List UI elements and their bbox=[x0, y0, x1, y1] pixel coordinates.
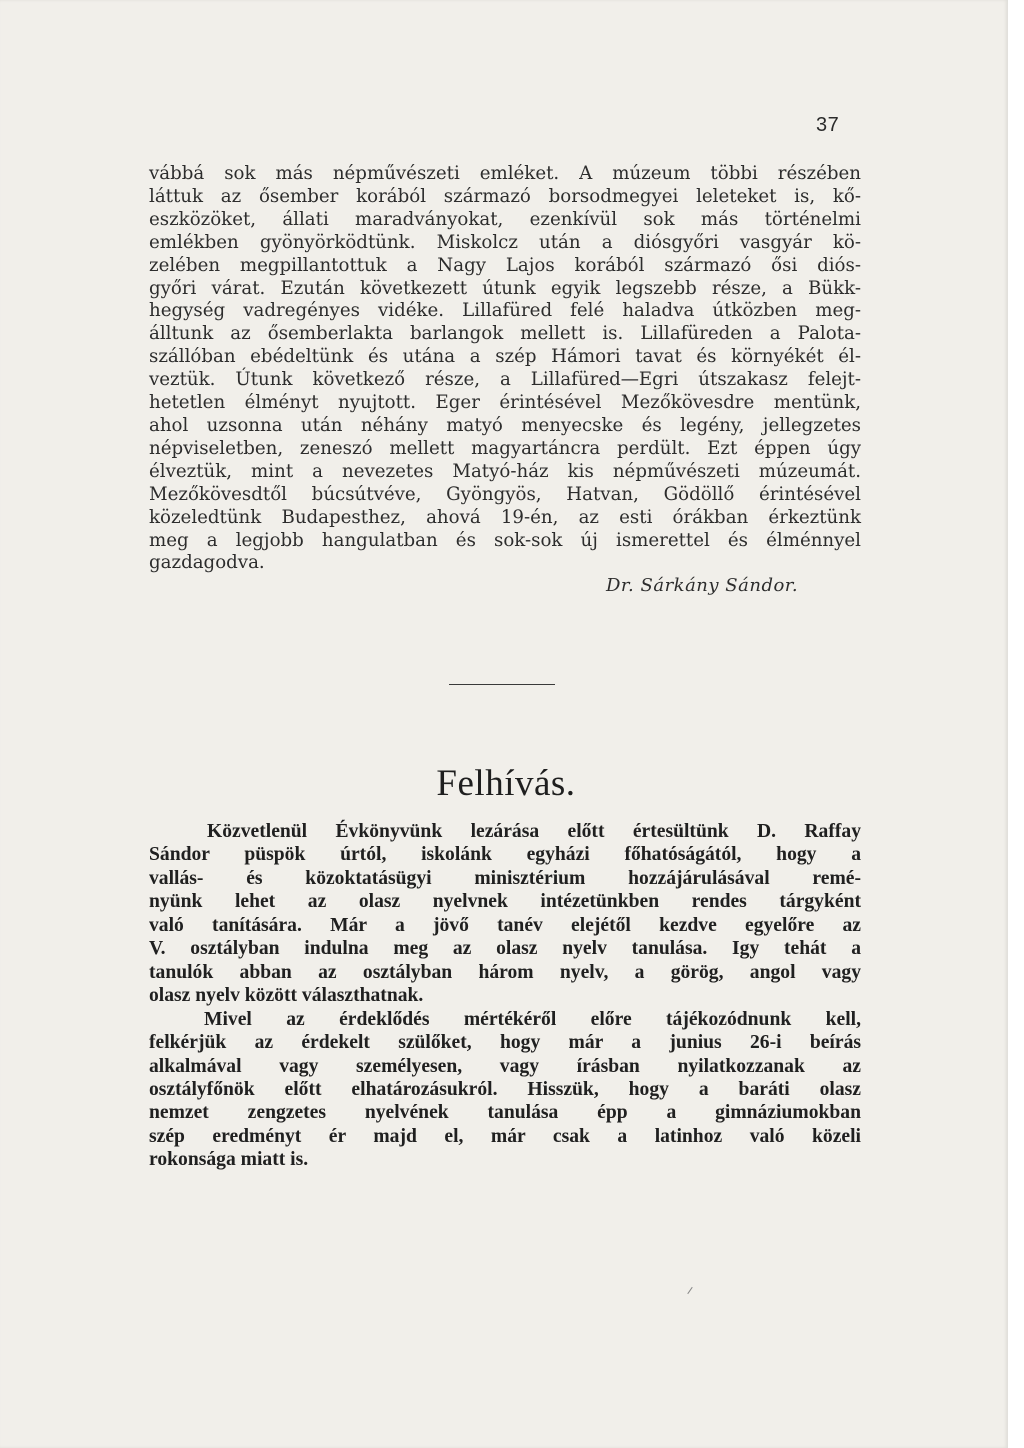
notice-line: nyünk lehet az olasz nyelvnek intézetünkben rendes tárgyként bbox=[149, 891, 861, 913]
article-body bbox=[149, 163, 861, 575]
notice-line: szép eredményt ér majd el, már csak a latinhoz való közeli bbox=[149, 1125, 861, 1147]
article-line: szállóban ebédeltünk és utána a szép Hámori tavat és környékét él- bbox=[149, 346, 861, 368]
author-signature: Dr. Sárkány Sándor. bbox=[606, 575, 799, 596]
notice-line: felkérjük az érdekelt szülőket, hogy már a junius 26-i beírás bbox=[149, 1032, 861, 1054]
article-line: meg a legjobb hangulatban és sok-sok új ismerettel és élménnyel bbox=[149, 529, 861, 551]
article-line: hetetlen élményt nyujtott. Eger érintésével Mezőkövesdre mentünk, bbox=[149, 392, 861, 414]
article-line: közeledtünk Budapesthez, ahová 19-én, az esti órákban érkeztünk bbox=[149, 506, 861, 528]
article-line: ahol uzsonna után néhány matyó menyecske és legény, jellegzetes bbox=[149, 414, 861, 436]
notice-line: tanulók abban az osztályban három nyelv, a görög, angol vagy bbox=[149, 961, 861, 983]
notice-line: Mivel az érdeklődés mértékéről előre tájékozódnunk kell, bbox=[204, 1008, 861, 1030]
page-number: 37 bbox=[816, 114, 840, 136]
pencil-mark bbox=[687, 1287, 692, 1294]
article-line: győri várat. Ezután következett útunk egyik legszebb része, a Bükk- bbox=[149, 277, 861, 299]
notice-title: Felhívás. bbox=[436, 763, 576, 804]
notice-line: V. osztályban indulna meg az olasz nyelv tanulása. Igy tehát a bbox=[149, 938, 861, 960]
article-line: emlékben gyönyörködtünk. Miskolcz után a diósgyőri vasgyár kö- bbox=[149, 231, 861, 253]
notice-line: vallás- és közoktatásügyi minisztérium hozzájárulásával remé- bbox=[149, 867, 861, 889]
article-line: vábbá sok más népművészeti emléket. A múzeum többi részében bbox=[149, 163, 861, 184]
notice-line: való tanítására. Már a jövő tanév elejétől kezdve egyelőre az bbox=[149, 914, 861, 936]
notice-line: osztályfőnök előtt elhatározásukról. Hisszük, hogy a baráti olasz bbox=[149, 1078, 861, 1100]
notice-line: olasz nyelv között választhatnak. bbox=[149, 985, 424, 1007]
article-line: láttuk az ősember korából származó borsodmegyei leleteket is, kő- bbox=[149, 185, 861, 207]
article-line: zelében megpillantottuk a Nagy Lajos korából származó ősi diós- bbox=[149, 254, 861, 276]
article-line: hegység vadregényes vidéke. Lillafüred felé haladva útközben meg- bbox=[149, 300, 861, 322]
notice-line: alkalmával vagy személyesen, vagy írásban nyilatkozzanak az bbox=[149, 1055, 861, 1077]
article-line: gazdagodva. bbox=[149, 552, 265, 574]
article-line: Mezőkövesdtől búcsútvéve, Gyöngyös, Hatvan, Gödöllő érintésével bbox=[149, 483, 861, 505]
article-line: álltunk az ősemberlakta barlangok mellett is. Lillafüreden a Palota- bbox=[149, 323, 861, 345]
article-line: népviseletben, zeneszó mellett magyartáncra perdült. Ezt éppen úgy bbox=[149, 437, 861, 459]
section-divider bbox=[449, 684, 555, 685]
article-line: eszközöket, állati maradványokat, ezenkívül sok más történelmi bbox=[149, 208, 861, 230]
notice-line: Közvetlenül Évkönyvünk lezárása előtt értesültünk D. Raffay bbox=[207, 821, 861, 842]
notice-line: nemzet zengzetes nyelvének tanulása épp a gimnáziumokban bbox=[149, 1102, 861, 1124]
notice-line: Sándor püspök úrtól, iskolánk egyházi főhatóságától, hogy a bbox=[149, 844, 861, 866]
article-line: élveztük, mint a nevezetes Matyó-ház kis népművészeti múzeumát. bbox=[149, 460, 861, 482]
notice-line: rokonsága miatt is. bbox=[149, 1149, 309, 1171]
notice-body bbox=[149, 820, 861, 1172]
article-line: veztük. Útunk következő része, a Lillafüred—Egri útszakasz felejt- bbox=[149, 369, 861, 391]
